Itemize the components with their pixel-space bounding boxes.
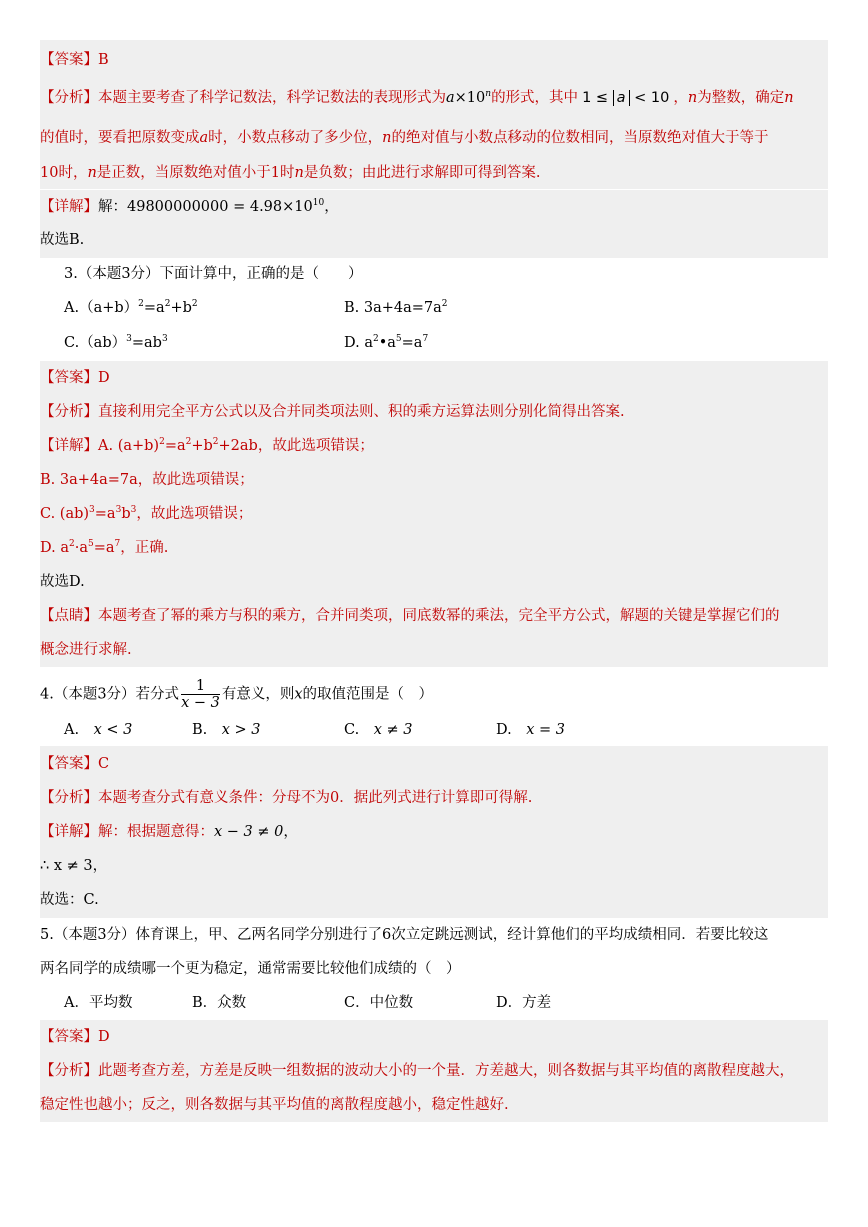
- q4-choose: 故选：C.: [40, 892, 99, 908]
- q3-analysis: 【分析】直接利用完全平方公式以及合并同类项法则、积的乘方运算法则分别化简得出答案.: [40, 404, 625, 420]
- q2-answer-block: [40, 40, 828, 258]
- q2-analysis-line3: 10时，n是正数，当原数绝对值小于1时n是负数；由此进行求解即可得到答案.: [40, 165, 541, 181]
- q5-analysis-line2: 稳定性也越小；反之，则各数据与其平均值的离散程度越小，稳定性越好.: [40, 1097, 509, 1113]
- q3-comment-line2: 概念进行求解.: [40, 642, 132, 658]
- q5-answer-block: [40, 1020, 828, 1122]
- q3-answer-block: [40, 361, 828, 667]
- q5-answer: 【答案】D: [40, 1029, 110, 1045]
- q4-option-b: B. x > 3: [192, 722, 261, 738]
- q4-option-d: D. x = 3: [496, 722, 565, 738]
- q4-stem: 4.（本题3分）若分式 $\frac{1}{x - 3}$ 有意义，则x的取值范围是（ ）: [40, 678, 434, 711]
- q3-detail-b: B. 3a+4a=7a，故此选项错误；: [40, 472, 254, 488]
- q5-analysis-line1: 【分析】此题考查方差，方差是反映一组数据的波动大小的一个量．方差越大，则各数据与其平均值的离散程度越大，: [40, 1063, 794, 1079]
- q4-answer: 【答案】C: [40, 756, 110, 772]
- q5-option-a: A．平均数: [64, 995, 133, 1011]
- q5-option-b: B．众数: [192, 995, 247, 1011]
- q3-detail-a: 【详解】A. $(a+b)^2=a^2+b^2+2ab$，故此选项错误；: [40, 437, 374, 454]
- q3-choose: 故选D.: [40, 574, 85, 590]
- q5-option-c: C．中位数: [344, 995, 414, 1011]
- q5-stem-line2: 两名同学的成绩哪一个更为稳定，通常需要比较他们成绩的（ ）: [40, 961, 461, 977]
- q4-therefore: ∴ x ≠ 3，: [40, 858, 108, 874]
- q2-analysis-line1: 【分析】本题主要考查了科学记数法，科学记数法的表现形式为$a\times 10^n$的形式，其中 1 ≤ a < 10 ，n为整数，确定n: [40, 89, 794, 106]
- q3-detail-c: C. $(ab)^3=a^3b^3$，故此选项错误；: [40, 505, 253, 522]
- q2-detail: 【详解】解：$49800000000 = 4.98\times 10^{10}$，: [40, 198, 339, 215]
- q2-answer: 【答案】B: [40, 52, 109, 68]
- q3-option-c: $C.(ab)^3=ab^3$: [64, 334, 168, 351]
- q2-analysis-line2: 的值时，要看把原数变成a时，小数点移动了多少位，n的绝对值与小数点移动的位数相同，当原数绝对值大于等于: [40, 130, 769, 146]
- q4-option-a: A. x < 3: [64, 722, 133, 738]
- q3-option-b: B. $3a+4a=7a^2$: [344, 299, 448, 316]
- q5-stem-line1: 5.（本题3分）体育课上，甲、乙两名同学分别进行了6次立定跳远测试，经计算他们的平均成绩相同．若要比较这: [40, 927, 769, 943]
- q4-analysis: 【分析】本题考查分式有意义条件：分母不为0．据此列式进行计算即可得解.: [40, 790, 533, 806]
- q3-detail-d: D. $a^2\cdot a^5=a^7$，正确.: [40, 539, 169, 556]
- q4-fraction: $\frac{1}{x - 3}$: [181, 678, 220, 711]
- q4-answer-block: [40, 746, 828, 918]
- q2-detail-tag: 【详解】: [40, 199, 98, 215]
- q2-analysis-tag: 【分析】: [40, 90, 98, 106]
- q3-comment-line1: 【点睛】本题考查了幂的乘方与积的乘方，合并同类项，同底数幂的乘法，完全平方公式，解题的关键是掌握它们的: [40, 608, 780, 624]
- q4-option-c: C. x ≠ 3: [344, 722, 413, 738]
- q3-option-a: $A.(a+b)^2=a^2+b^2$: [64, 299, 198, 316]
- q3-option-d: D. $a^2•a^5=a^7$: [344, 334, 429, 351]
- q3-answer: 【答案】D: [40, 370, 110, 386]
- q5-option-d: D．方差: [496, 995, 552, 1011]
- q4-detail: 【详解】解：根据题意得：x − 3 ≠ 0，: [40, 824, 298, 840]
- q2-choose: 故选B.: [40, 232, 85, 248]
- q3-stem: 3.（本题3分）下面计算中，正确的是（ ）: [64, 266, 363, 282]
